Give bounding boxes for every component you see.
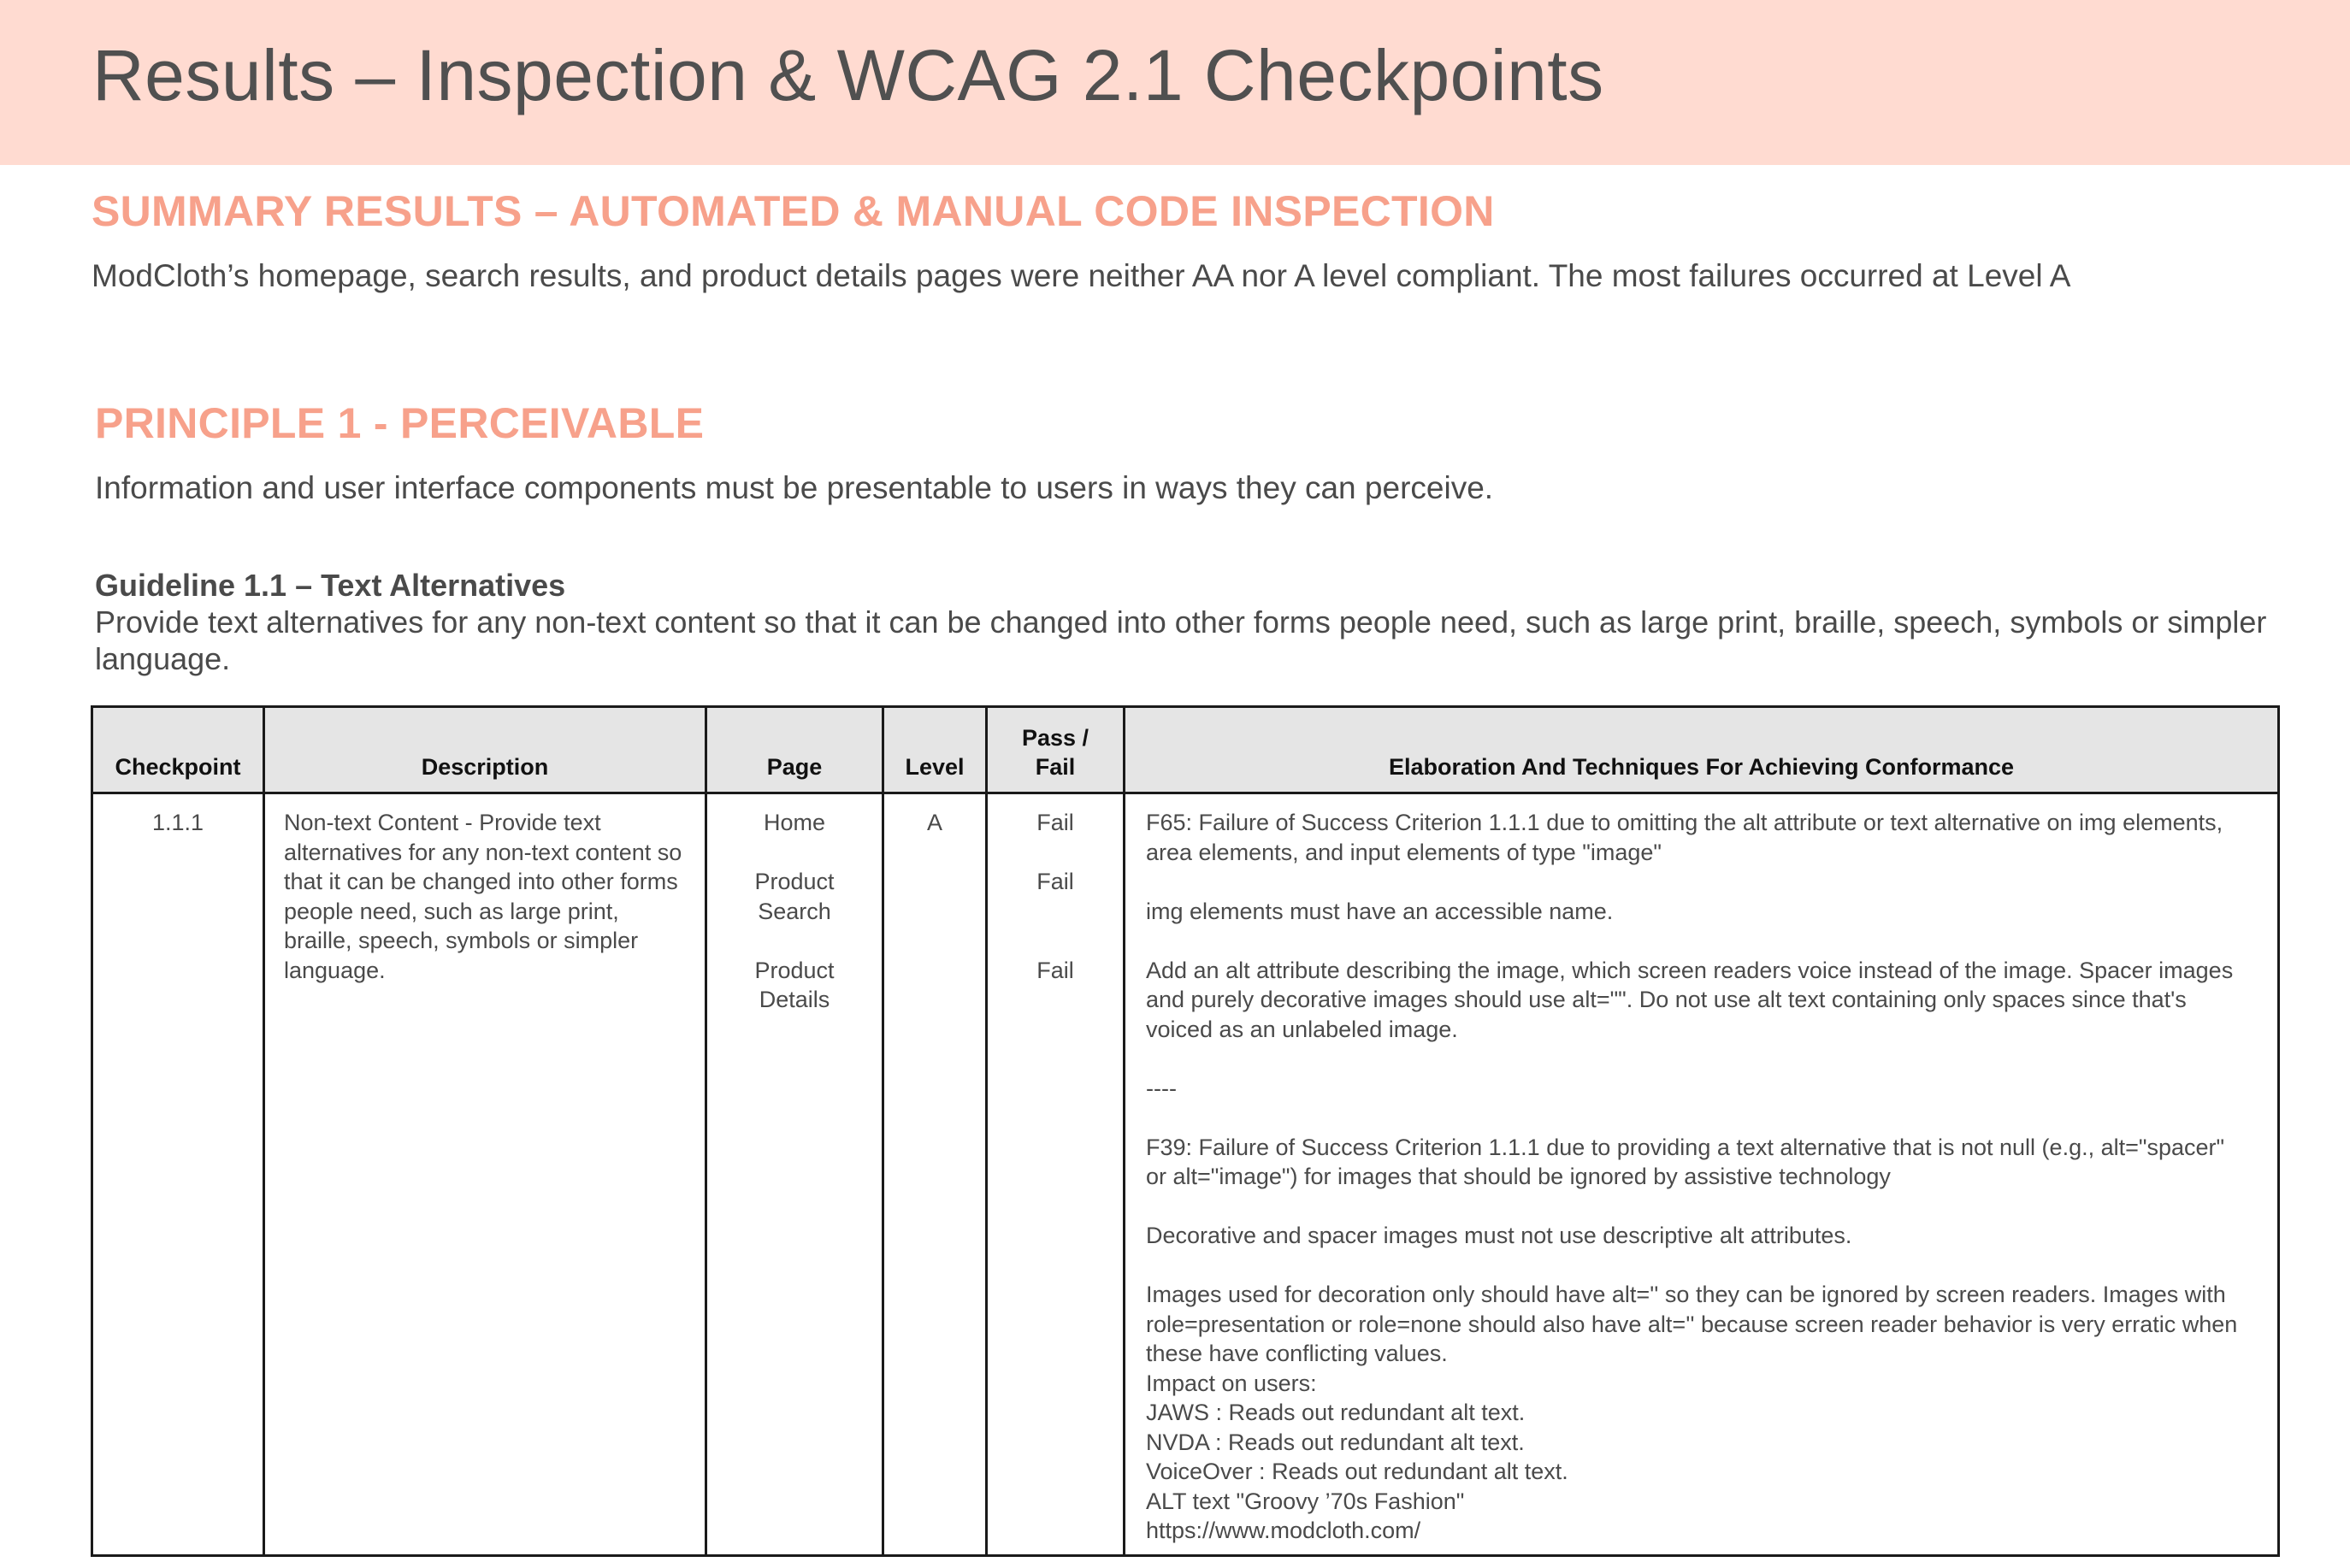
result-home: Fail: [1036, 810, 1074, 835]
page-product-search: Product Search: [754, 869, 841, 924]
elaboration-line: [1146, 1044, 2243, 1074]
table-row: [92, 793, 2279, 1556]
table-header-row: [92, 707, 2279, 793]
summary-text: ModCloth’s homepage, search results, and product details pages were neither AA nor A level compliant. The most failures occurred at Level A: [92, 258, 2071, 293]
elaboration-line: NVDA : Reads out redundant alt text.: [1146, 1429, 1525, 1455]
header-page: Page: [706, 707, 883, 793]
guideline-text: Provide text alternatives for any non-text content so that it can be changed into other forms people need, such as large print, braille, speech, symbols or simpler language.: [95, 604, 2267, 676]
header-pass-fail: [987, 707, 1125, 793]
header-description: Description: [264, 707, 706, 793]
elaboration-line: [1146, 1251, 2243, 1281]
header-elaboration: Elaboration And Techniques For Achieving Conformance: [1125, 707, 2279, 793]
page-title: Results – Inspection & WCAG 2.1 Checkpoints: [92, 35, 1604, 115]
principle-text: Information and user interface components must be presentable to users in ways they can perceive.: [95, 470, 1494, 505]
guideline-title: Guideline 1.1 – Text Alternatives: [95, 568, 566, 603]
checkpoint-table: [91, 705, 2280, 1557]
cell-level: A: [883, 793, 987, 1556]
principle-heading: PRINCIPLE 1 - PERCEIVABLE: [95, 399, 705, 447]
cell-results: [987, 793, 1125, 1556]
title-banner: [0, 0, 2350, 165]
header-pass-fail-line2: Fail: [1035, 754, 1076, 780]
elaboration-line: ALT text "Groovy ’70s Fashion": [1146, 1488, 1465, 1514]
elaboration-line: ----: [1146, 1075, 1177, 1101]
header-pass-fail-line1: Pass /: [1021, 725, 1089, 751]
elaboration-line: JAWS : Reads out redundant alt text.: [1146, 1400, 1526, 1425]
elaboration-line: img elements must have an accessible name.: [1146, 898, 1614, 924]
elaboration-line: F65: Failure of Success Criterion 1.1.1 due to omitting the alt attribute or text alternative on img elements, area elements, and input elements of type "image": [1146, 810, 2229, 865]
elaboration-line: F39: Failure of Success Criterion 1.1.1 due to providing a text alternative that is not null (e.g., alt="spacer" or alt="image") for images that should be ignored by assistive technology: [1146, 1134, 2231, 1189]
header-level: Level: [883, 707, 987, 793]
elaboration-line: Images used for decoration only should have alt='' so they can be ignored by screen readers. Images with role=presentation or role=none should also have alt='' because screen reader behavior is very erratic when these have conflicting values.: [1146, 1282, 2244, 1366]
cell-elaboration: [1125, 793, 2279, 1556]
summary-heading: SUMMARY RESULTS – AUTOMATED & MANUAL CODE INSPECTION: [92, 187, 1495, 235]
elaboration-line: VoiceOver : Reads out redundant alt text.: [1146, 1459, 1568, 1484]
result-product-search: Fail: [1036, 869, 1074, 894]
cell-pages: [706, 793, 883, 1556]
elaboration-line: [1146, 867, 2243, 897]
cell-description: Non-text Content - Provide text alternatives for any non-text content so that it can be changed into other forms people need, such as large print, braille, speech, symbols or simpler language.: [264, 793, 706, 1556]
elaboration-line: Add an alt attribute describing the image, which screen readers voice instead of the image. Spacer images and purely decorative images should use alt="". Do not use alt text containing only spaces since that's voiced as an unlabeled image.: [1146, 957, 2240, 1042]
elaboration-line: Impact on users:: [1146, 1370, 1317, 1396]
elaboration-line: [1146, 926, 2243, 956]
header-checkpoint: Checkpoint: [92, 707, 264, 793]
elaboration-url: https://www.modcloth.com/: [1146, 1518, 1421, 1543]
elaboration-line: Decorative and spacer images must not use descriptive alt attributes.: [1146, 1223, 1852, 1248]
cell-checkpoint: 1.1.1: [92, 793, 264, 1556]
page-product-details: Product Details: [754, 957, 841, 1012]
elaboration-line: [1146, 1103, 2243, 1133]
result-product-details: Fail: [1036, 957, 1074, 983]
page-home: Home: [763, 810, 826, 835]
elaboration-line: [1146, 1192, 2243, 1222]
